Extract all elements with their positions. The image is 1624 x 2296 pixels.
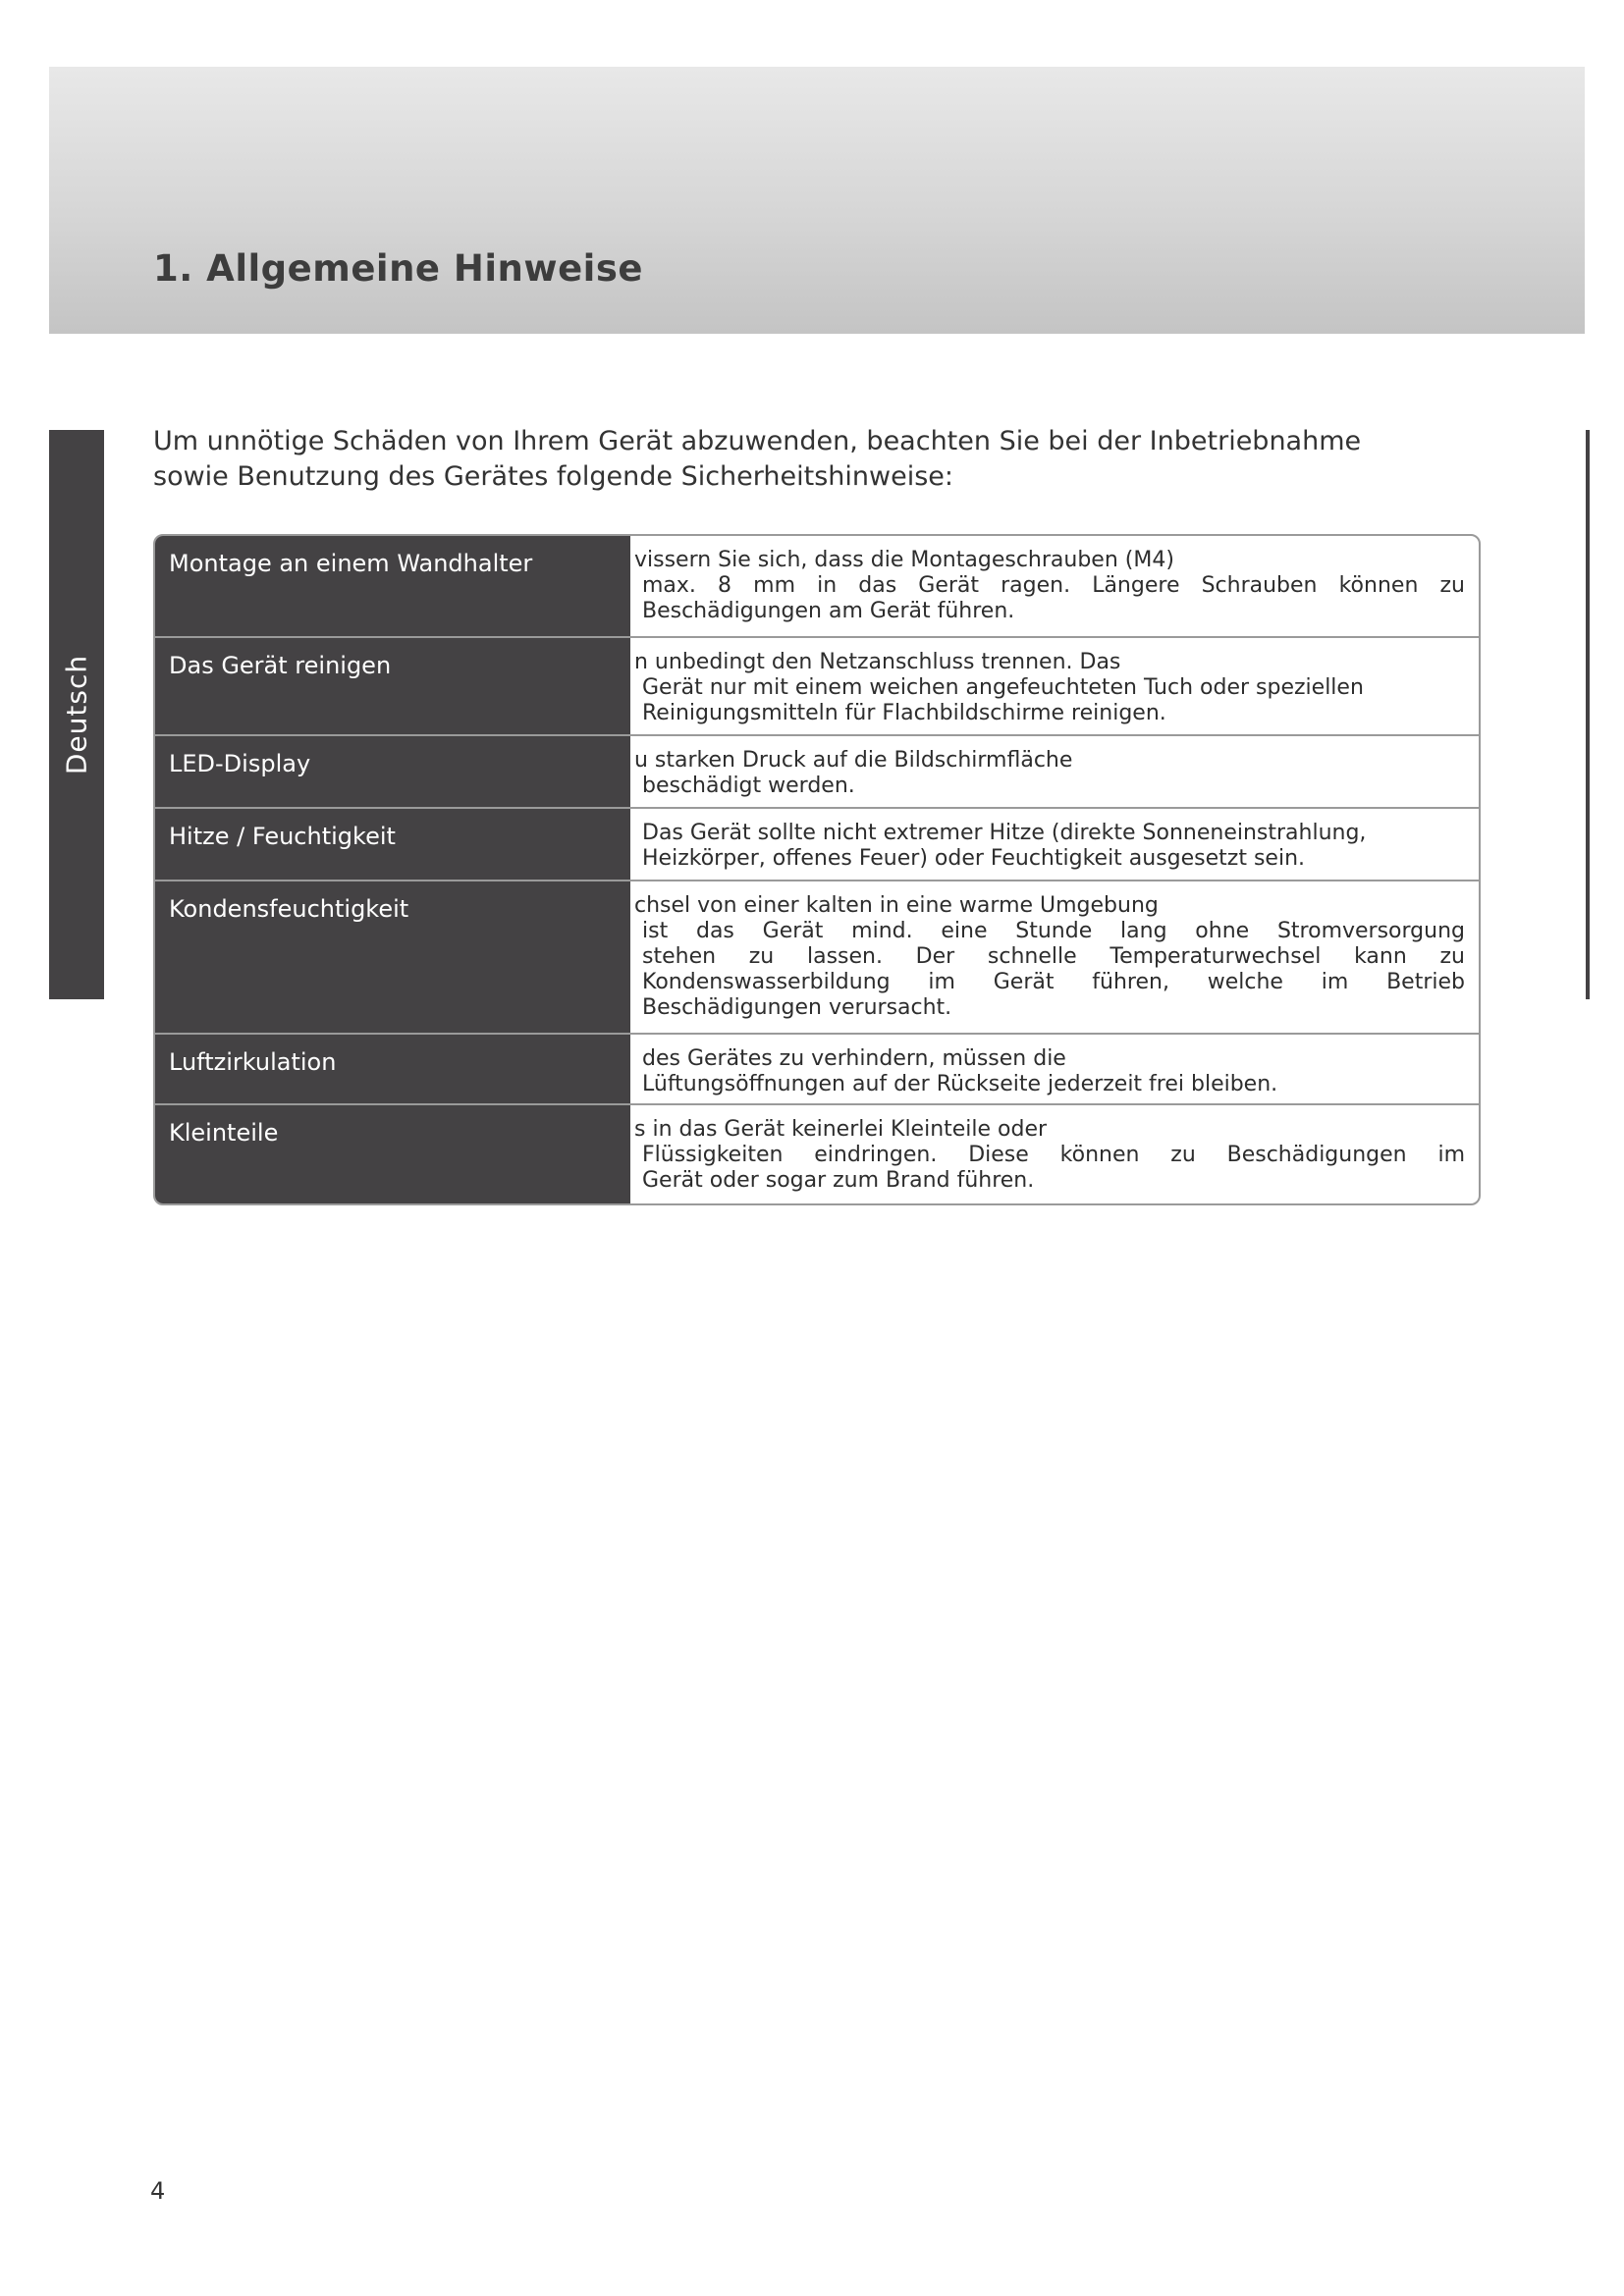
page-number: 4 — [150, 2177, 166, 2205]
row-text-line: Das Gerät sollte nicht extremer Hitze (direkte Sonneneinstrahlung, — [642, 821, 1367, 845]
row-text-line: Beschädigungen verursacht. — [642, 995, 952, 1020]
row-text-line: des Gerätes zu verhindern, müssen die — [642, 1046, 1066, 1071]
row-text — [630, 536, 1479, 636]
row-text-line: u starken Druck auf die Bildschirmfläche — [634, 748, 1073, 773]
safety-table — [153, 534, 1481, 1205]
row-text — [630, 736, 1479, 807]
row-text-line: vissern Sie sich, dass die Montageschrauben (M4) — [634, 548, 1174, 572]
row-label: Montage an einem Wandhalter — [155, 536, 630, 636]
row-text — [630, 881, 1479, 1033]
table-row — [155, 1035, 1479, 1103]
row-text — [630, 809, 1479, 880]
page-title: 1. Allgemeine Hinweise — [153, 247, 643, 290]
row-text-line: beschädigt werden. — [642, 774, 855, 798]
language-tab-label: Deutsch — [60, 654, 93, 775]
row-text-line: Gerät oder sogar zum Brand führen. — [642, 1168, 1035, 1193]
table-row — [155, 1105, 1479, 1205]
row-text-line: Heizkörper, offenes Feuer) oder Feuchtigkeit ausgesetzt sein. — [642, 846, 1306, 871]
row-label: Kleinteile — [155, 1105, 630, 1205]
row-label: Luftzirkulation — [155, 1035, 630, 1103]
row-text-line: Reinigungsmitteln für Flachbildschirme reinigen. — [642, 701, 1166, 725]
row-label: Das Gerät reinigen — [155, 638, 630, 734]
row-text-line: n unbedingt den Netzanschluss trennen. Das — [634, 650, 1121, 674]
row-text-line: Kondenswasserbildung im Gerät führen, welche im Betrieb — [642, 970, 1465, 994]
table-row — [155, 809, 1479, 880]
intro-paragraph — [153, 424, 1508, 495]
table-row — [155, 881, 1479, 1033]
row-text-line: Gerät nur mit einem weichen angefeuchteten Tuch oder speziellen — [642, 675, 1364, 700]
row-text-line: chsel von einer kalten in eine warme Umgebung — [634, 893, 1159, 918]
header-band — [49, 67, 1585, 334]
intro-line-2: sowie Benutzung des Gerätes folgende Sicherheitshinweise: — [153, 461, 953, 492]
row-label: LED-Display — [155, 736, 630, 807]
row-text — [630, 1105, 1479, 1205]
row-text-line: Beschädigungen am Gerät führen. — [642, 599, 1015, 623]
right-margin-rule — [1586, 430, 1590, 999]
table-row — [155, 536, 1479, 636]
table-row — [155, 736, 1479, 807]
row-text-line: max. 8 mm in das Gerät ragen. Längere Schrauben können zu — [642, 573, 1465, 598]
row-text-line: stehen zu lassen. Der schnelle Temperaturwechsel kann zu — [642, 944, 1465, 969]
row-text-line: Lüftungsöffnungen auf der Rückseite jederzeit frei bleiben. — [642, 1072, 1278, 1096]
row-label: Kondensfeuchtigkeit — [155, 881, 630, 1033]
table-row — [155, 638, 1479, 734]
row-label: Hitze / Feuchtigkeit — [155, 809, 630, 880]
row-text-line: s in das Gerät keinerlei Kleinteile oder — [634, 1117, 1048, 1142]
row-text-line: ist das Gerät mind. eine Stunde lang ohne Stromversorgung — [642, 919, 1465, 943]
intro-line-1: Um unnötige Schäden von Ihrem Gerät abzuwenden, beachten Sie bei der Inbetriebnahme — [153, 426, 1362, 456]
row-text-line: Flüssigkeiten eindringen. Diese können zu Beschädigungen im — [642, 1143, 1465, 1167]
row-text — [630, 638, 1479, 734]
row-text — [630, 1035, 1479, 1103]
